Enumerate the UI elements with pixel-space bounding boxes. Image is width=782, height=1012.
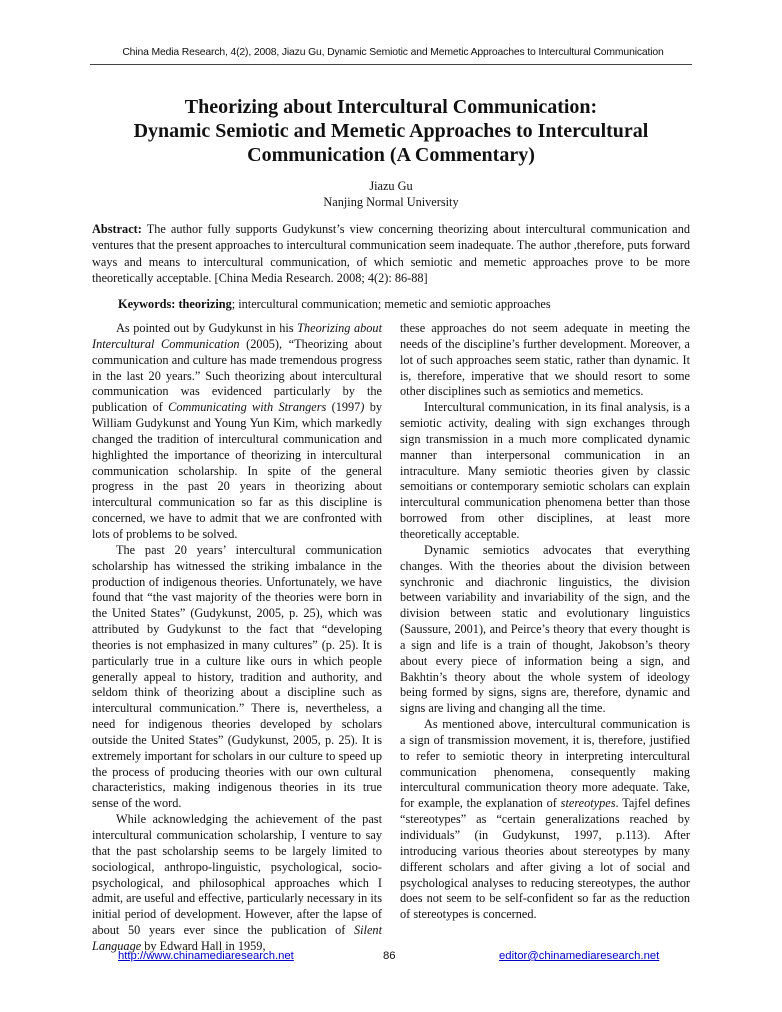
book-title: Silent Language bbox=[92, 923, 382, 953]
editor-email-link[interactable]: editor@chinamediaresearch.net bbox=[499, 950, 660, 962]
text-run: ) bbox=[360, 400, 365, 415]
left-column bbox=[92, 321, 382, 955]
running-header: China Media Research, 4(2), 2008, Jiazu Gu, Dynamic Semiotic and Memetic Approaches to Intercultural Communication bbox=[122, 47, 664, 58]
text-run: While acknowledging the achievement of the past intercultural communication scholarship, I venture to say that the past scholarship seems to be largely limited to sociological, anthropo-linguistic, psychological, socio-psychological, and philosophical approaches which I admit, are useful and effective, particularly necessary in its initial period of development. However, after the lapse of about 50 years ever since the publication of bbox=[92, 812, 382, 938]
text-run: (1997 bbox=[326, 400, 361, 415]
text-run: As pointed out by Gudykunst in his bbox=[116, 321, 298, 335]
right-paragraph-continued: these approaches do not seem adequate in meeting the needs of the discipline’s further development. Moreover, a lot of such approaches seem static, rather than dynamic. It is, therefore, imperative that we should resort to some other disciplines such as semiotics and memetics. bbox=[400, 321, 690, 399]
author-affiliation: Nanjing Normal University bbox=[323, 195, 459, 209]
left-paragraph-2: The past 20 years’ intercultural communication scholarship has witnessed the striking imbalance in the production of indigenous theories. Unfortunately, we have found that “the vast majority of the theories were born in the United States” (Gudykunst, 2005, p. 25), which was attributed by Gudykunst to the fact that “developing theories is not emphasized in many cultures” (p. 25). It is particularly true in a culture like ours in which people generally appeal to history, tradition and authority, and seldom think of theorizing about a discipline such as intercultural communication.” There is, nevertheless, a need for indigenous theories developed by scholars outside the United States” (Gudykunst, 2005, p. 25). It is extremely important for scholars in our culture to speed up the process of producing theories with our own cultural characteristics, making indigenous theories in its true sense of the word. bbox=[92, 542, 382, 811]
right-paragraph-1: Intercultural communication, in its final analysis, is a semiotic activity, dealing with sign exchanges through sign transmission in a much more complicated dynamic manner than interpersonal communication in an intraculture. Many semiotic theories given by classic semoitians or contemporary semiotic scholars can explain intercultural communication phenomena better than those borrowed from other disciplines, at least more theoretically acceptable. bbox=[400, 400, 690, 541]
paper-title bbox=[90, 95, 692, 167]
author-block bbox=[90, 178, 692, 210]
text-run: by Edward Hall in 1959, bbox=[141, 938, 266, 953]
title-line-3: Communication (A Commentary) bbox=[247, 144, 535, 166]
text-run: As mentioned above, intercultural communication is a sign of transmission movement, it is, therefore, justified to refer to semiotic theory in interpreting intercultural communication phenomena, consequently making intercultural communication theory more adequate. Take, for example, the explanation of bbox=[400, 717, 690, 811]
page-footer bbox=[0, 950, 782, 966]
page-number: 86 bbox=[383, 950, 396, 962]
left-paragraph-1 bbox=[92, 321, 382, 543]
keyword-first: theorizing bbox=[175, 297, 232, 311]
text-run: (2005), “Theorizing about communication and culture has made tremendous progress in the last 20 years.” Such theorizing about intercultural communication was evidenced particularly by the publication of bbox=[92, 336, 382, 415]
header-rule bbox=[90, 64, 692, 65]
right-paragraph-2: Dynamic semiotics advocates that everything changes. With the theories about the division between synchronic and diachronic linguistics, the division between variability and invariability of the sign, and the division between static and evolutionary linguistics (Saussure, 2001), and Peirce’s theory that every thought is a sign and life is a train of thought, Jakobson’s theory about every piece of information being a sign, and Bakhtin’s theory about the whole system of ideology being formed by signs, signs are, therefore, dynamic and signs are living and changing all the time. bbox=[400, 542, 690, 716]
right-paragraph-3 bbox=[400, 717, 690, 923]
abstract-label: Abstract: bbox=[92, 222, 142, 236]
book-title: Communicating with Strangers bbox=[168, 400, 327, 415]
right-column bbox=[400, 321, 690, 923]
emphasis-term: stereotypes bbox=[560, 796, 616, 811]
keywords-label: Keywords: bbox=[118, 297, 176, 311]
keywords-rest: ; intercultural communication; memetic and semiotic approaches bbox=[231, 297, 551, 311]
abstract bbox=[92, 221, 690, 286]
text-run: by William Gudykunst and Young Yun Kim, which markedly changed the tradition of intercultural communication and highlighted the importance of theorizing in intercultural communication scholarship. In spite of the general progress in the past 20 years in theorizing about intercultural communication so far as this discipline is concerned, we have to admit that we are confronted with lots of problems to be solved. bbox=[92, 400, 382, 541]
left-paragraph-3 bbox=[92, 812, 382, 955]
text-run: . Tajfel defines “stereotypes” as “certain generalizations reached by individuals” (in Gudykunst, 1997, p.113). After introducing various theories about stereotypes by many different scholars and after giving a lot of social and psychological analyses to reducing stereotypes, the author does not seem to be self-confident so far as the reduction of stereotypes is concerned. bbox=[400, 796, 690, 922]
book-title: Theorizing about Intercultural Communication bbox=[92, 321, 382, 351]
title-line-1: Theorizing about Intercultural Communication: bbox=[184, 96, 598, 118]
author-name: Jiazu Gu bbox=[369, 179, 413, 193]
website-link[interactable]: http://www.chinamediaresearch.net bbox=[118, 950, 294, 962]
title-line-2: Dynamic Semiotic and Memetic Approaches to Intercultural bbox=[133, 120, 649, 142]
abstract-text: The author fully supports Gudykunst’s view concerning theorizing about intercultural communication and ventures that the present approaches to intercultural communication seem inadequate. The author ,therefore, puts forward ways and means to intercultural communication, of which semiotic and memetic approaches prove to be more theoretically acceptable. [China Media Research. 2008; 4(2): 86-88] bbox=[92, 222, 690, 285]
keywords bbox=[118, 296, 692, 312]
